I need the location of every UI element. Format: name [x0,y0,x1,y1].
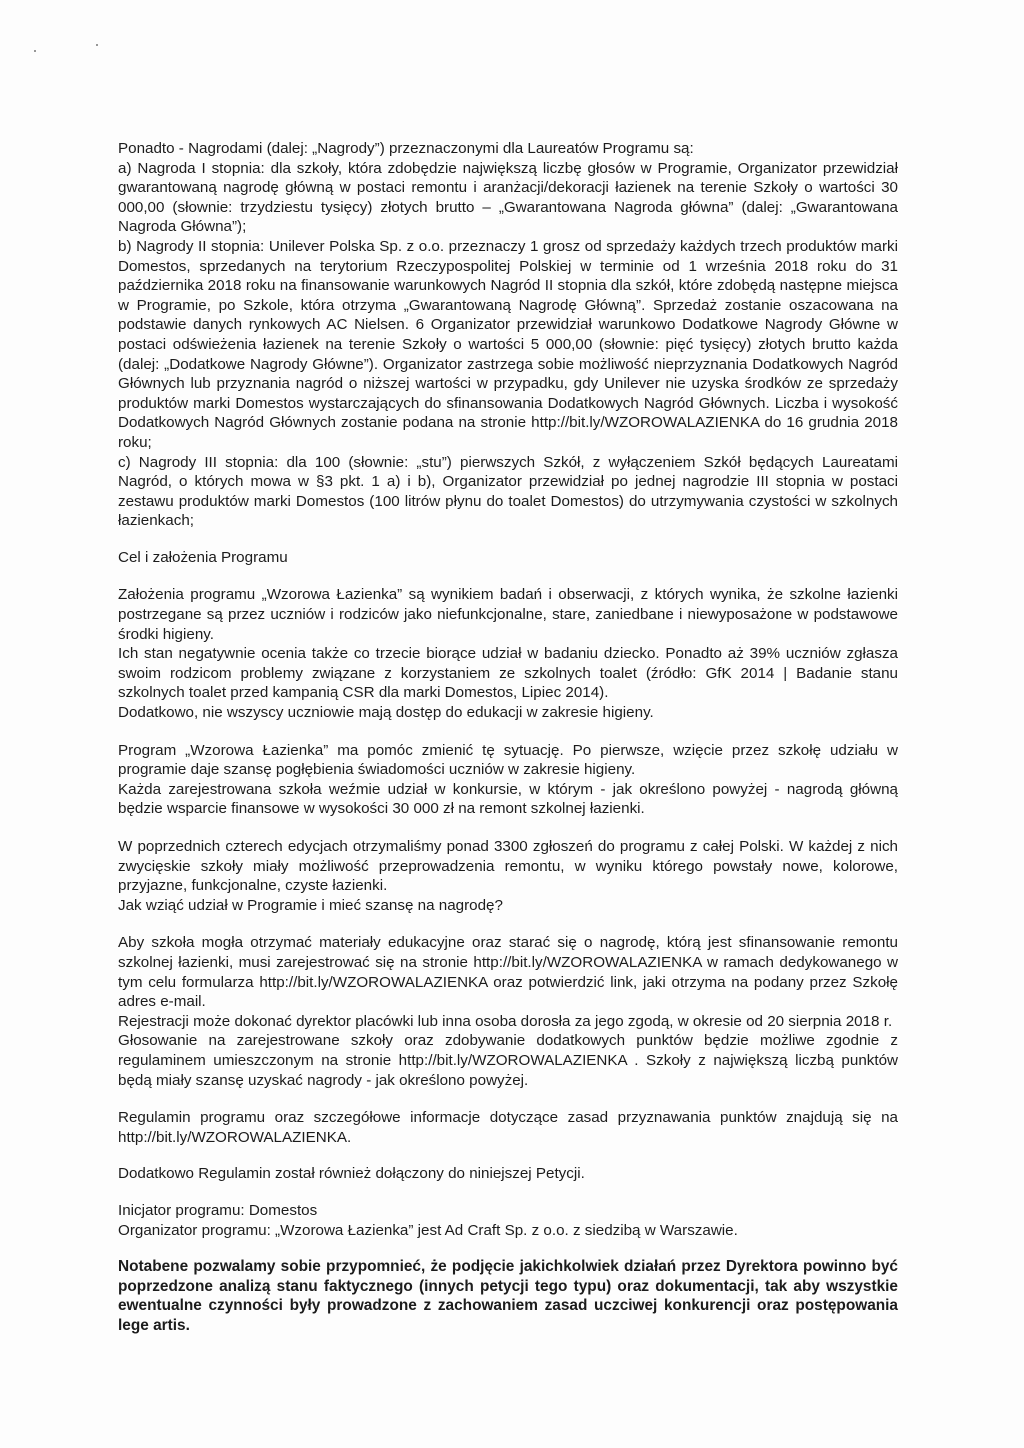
program-paragraph-1: Program „Wzorowa Łazienka” ma pomóc zmienić tę sytuację. Po pierwsze, wzięcie przez szkołę udziału w programie daje szansę pogłębienia świadomości uczniów w zakresie higieny. [118,741,898,779]
notabene-paragraph: Notabene pozwalamy sobie przypomnieć, że podjęcie jakichkolwiek działań przez Dyrektora powinno być poprzedzone analizą stanu faktycznego (innych petycji tego typu) oraz dokumentacji, tak aby wszystkie ewentualne czynności były prowadzone z zachowaniem zasad uczciwej konkurencji oraz postępowania lege artis. [118,1258,898,1334]
howto-paragraph-3: Głosowanie na zarejestrowane szkoły oraz zdobywanie dodatkowych punktów będzie możliwe zgodnie z regulaminem umieszczonym na stronie http://bit.ly/WZOROWALAZIENKA . Szkoły z największą liczbą punktów będą miały szansę uzyskać nagrody - jak określono powyżej. [118,1032,898,1089]
goals-paragraph-1: Założenia programu „Wzorowa Łazienka” są wynikiem badań i obserwacji, z których wynika, że szkolne łazienki postrzegane są przez uczniów i rodziców jako niefunkcjonalne, stare, zaniedbane i niewyposażone w podstawowe środki higieny. [118,586,898,643]
section-heading: Cel i założenia Programu [118,548,288,566]
editions-question: Jak wziąć udział w Programie i mieć szansę na nagrodę? [118,896,503,914]
editions-paragraph-1: W poprzednich czterech edycjach otrzymaliśmy ponad 3300 zgłoszeń do programu z całej Polski. W każdej z nich zwycięskie szkoły miały możliwość przeprowadzenia remontu, w wyniku którego powstały nowe, kolorowe, przyjazne, funkcjonalne, czyste łazienki. [118,838,898,895]
scan-speck [34,50,36,52]
howto-paragraph-2: Rejestracji może dokonać dyrektor placówki lub inna osoba dorosła za jego zgodą, w okresie od 20 sierpnia 2018 r. [118,1012,893,1030]
howto-paragraph-1: Aby szkoła mogła otrzymać materiały edukacyjne oraz starać się o nagrodę, którą jest sfinansowanie remontu szkolnej łazienki, musi zarejestrować się na stronie http://bit.ly/WZOROWALAZIENKA w ramach dedykowanego w tym celu formularza http://bit.ly/WZOROWALAZIENKA oraz potwierdzić link, jaki otrzyma na podany przez Szkołę adres e-mail. [118,934,898,1011]
program-paragraph-2: Każda zarejestrowana szkoła weźmie udział w konkursie, w którym - jak określono powyżej - nagrodą główną będzie wsparcie finansowe w wysokości 30 000 zł na remont szkolnej łazienki. [118,780,898,818]
prize-c-paragraph: c) Nagrody III stopnia: dla 100 (słownie: „stu”) pierwszych Szkół, z wyłączeniem Szkół będących Laureatami Nagród, o których mowa w §3 pkt. 1 a) i b), Organizator przewidział po jednej nagrodzie III stopnia w postaci zestawu produktów marki Domestos (100 litrów płynu do toalet Domestos) do utrzymywania czystości w szkolnych łazienkach; [118,453,898,530]
document-body [118,139,898,1335]
scan-speck [96,44,98,46]
goals-paragraph-3: Dodatkowo, nie wszyscy uczniowie mają dostęp do edukacji w zakresie higieny. [118,704,654,722]
regulations-paragraph: Regulamin programu oraz szczegółowe informacje dotyczące zasad przyznawania punktów znajdują się na http://bit.ly/WZOROWALAZIENKA. [118,1109,898,1146]
prize-a-paragraph: a) Nagroda I stopnia: dla szkoły, która zdobędzie największą liczbę głosów w Programie, Organizator przewidział gwarantowaną nagrodę główną w postaci remontu i aranżacji/dekoracji łazienek na terenie Szkoły o wartości 30 000,00 (słownie: trzydziestu tysięcy) złotych brutto – „Gwarantowana Nagroda główna” (dalej: „Gwarantowana Nagroda Główna”); [118,159,898,236]
initiator-line: Inicjator programu: Domestos [118,1201,318,1219]
intro-paragraph: Ponadto - Nagrodami (dalej: „Nagrody”) przeznaczonymi dla Laureatów Programu są: [118,140,694,157]
organizer-line: Organizator programu: „Wzorowa Łazienka” jest Ad Craft Sp. z o.o. z siedzibą w Warszawie. [118,1221,738,1239]
goals-paragraph-2: Ich stan negatywnie ocenia także co trzecie biorące udział w badaniu dziecko. Ponadto aż 39% uczniów zgłasza swoim rodzicom problemy związane z korzystaniem ze szkolnych toalet (źródło: GfK 2014 | Badanie stanu szkolnych toalet przed kampanią CSR dla marki Domestos, Lipiec 2014). [118,645,898,702]
prize-b-paragraph: b) Nagrody II stopnia: Unilever Polska Sp. z o.o. przeznaczy 1 grosz od sprzedaży każdych trzech produktów marki Domestos, sprzedanych na terytorium Rzeczypospolitej Polskiej w terminie od 1 września 2018 roku do 31 października 2018 roku na finansowanie warunkowych Nagród II stopnia dla szkół, które zdobędą następne miejsca w Programie, po Szkole, która otrzyma „Gwarantowaną Nagrodę Główną”. Sprzedaż zostanie oszacowana na podstawie danych rynkowych AC Nielsen. 6 Organizator przewidział warunkowo Dodatkowe Nagrody Główne w postaci odświeżenia łazienek na terenie Szkoły o wartości 5 000,00 (słownie: pięć tysięcy) złotych brutto każda (dalej: „Dodatkowe Nagrody Główne”). Organizator zastrzega sobie możliwość nieprzyznania Dodatkowych Nagród Głównych lub przyznania nagród o niższej wartości w przypadku, gdy Unilever nie uzyska środków ze sprzedaży produktów marki Domestos wystarczających do sfinansowania Dodatkowych Nagród Głównych. Liczba i wysokość Dodatkowych Nagród Głównych zostanie podana na stronie http://bit.ly/WZOROWALAZIENKA do 16 grudnia 2018 roku; [118,237,898,451]
attached-paragraph: Dodatkowo Regulamin został również dołączony do niniejszej Petycji. [118,1165,585,1183]
